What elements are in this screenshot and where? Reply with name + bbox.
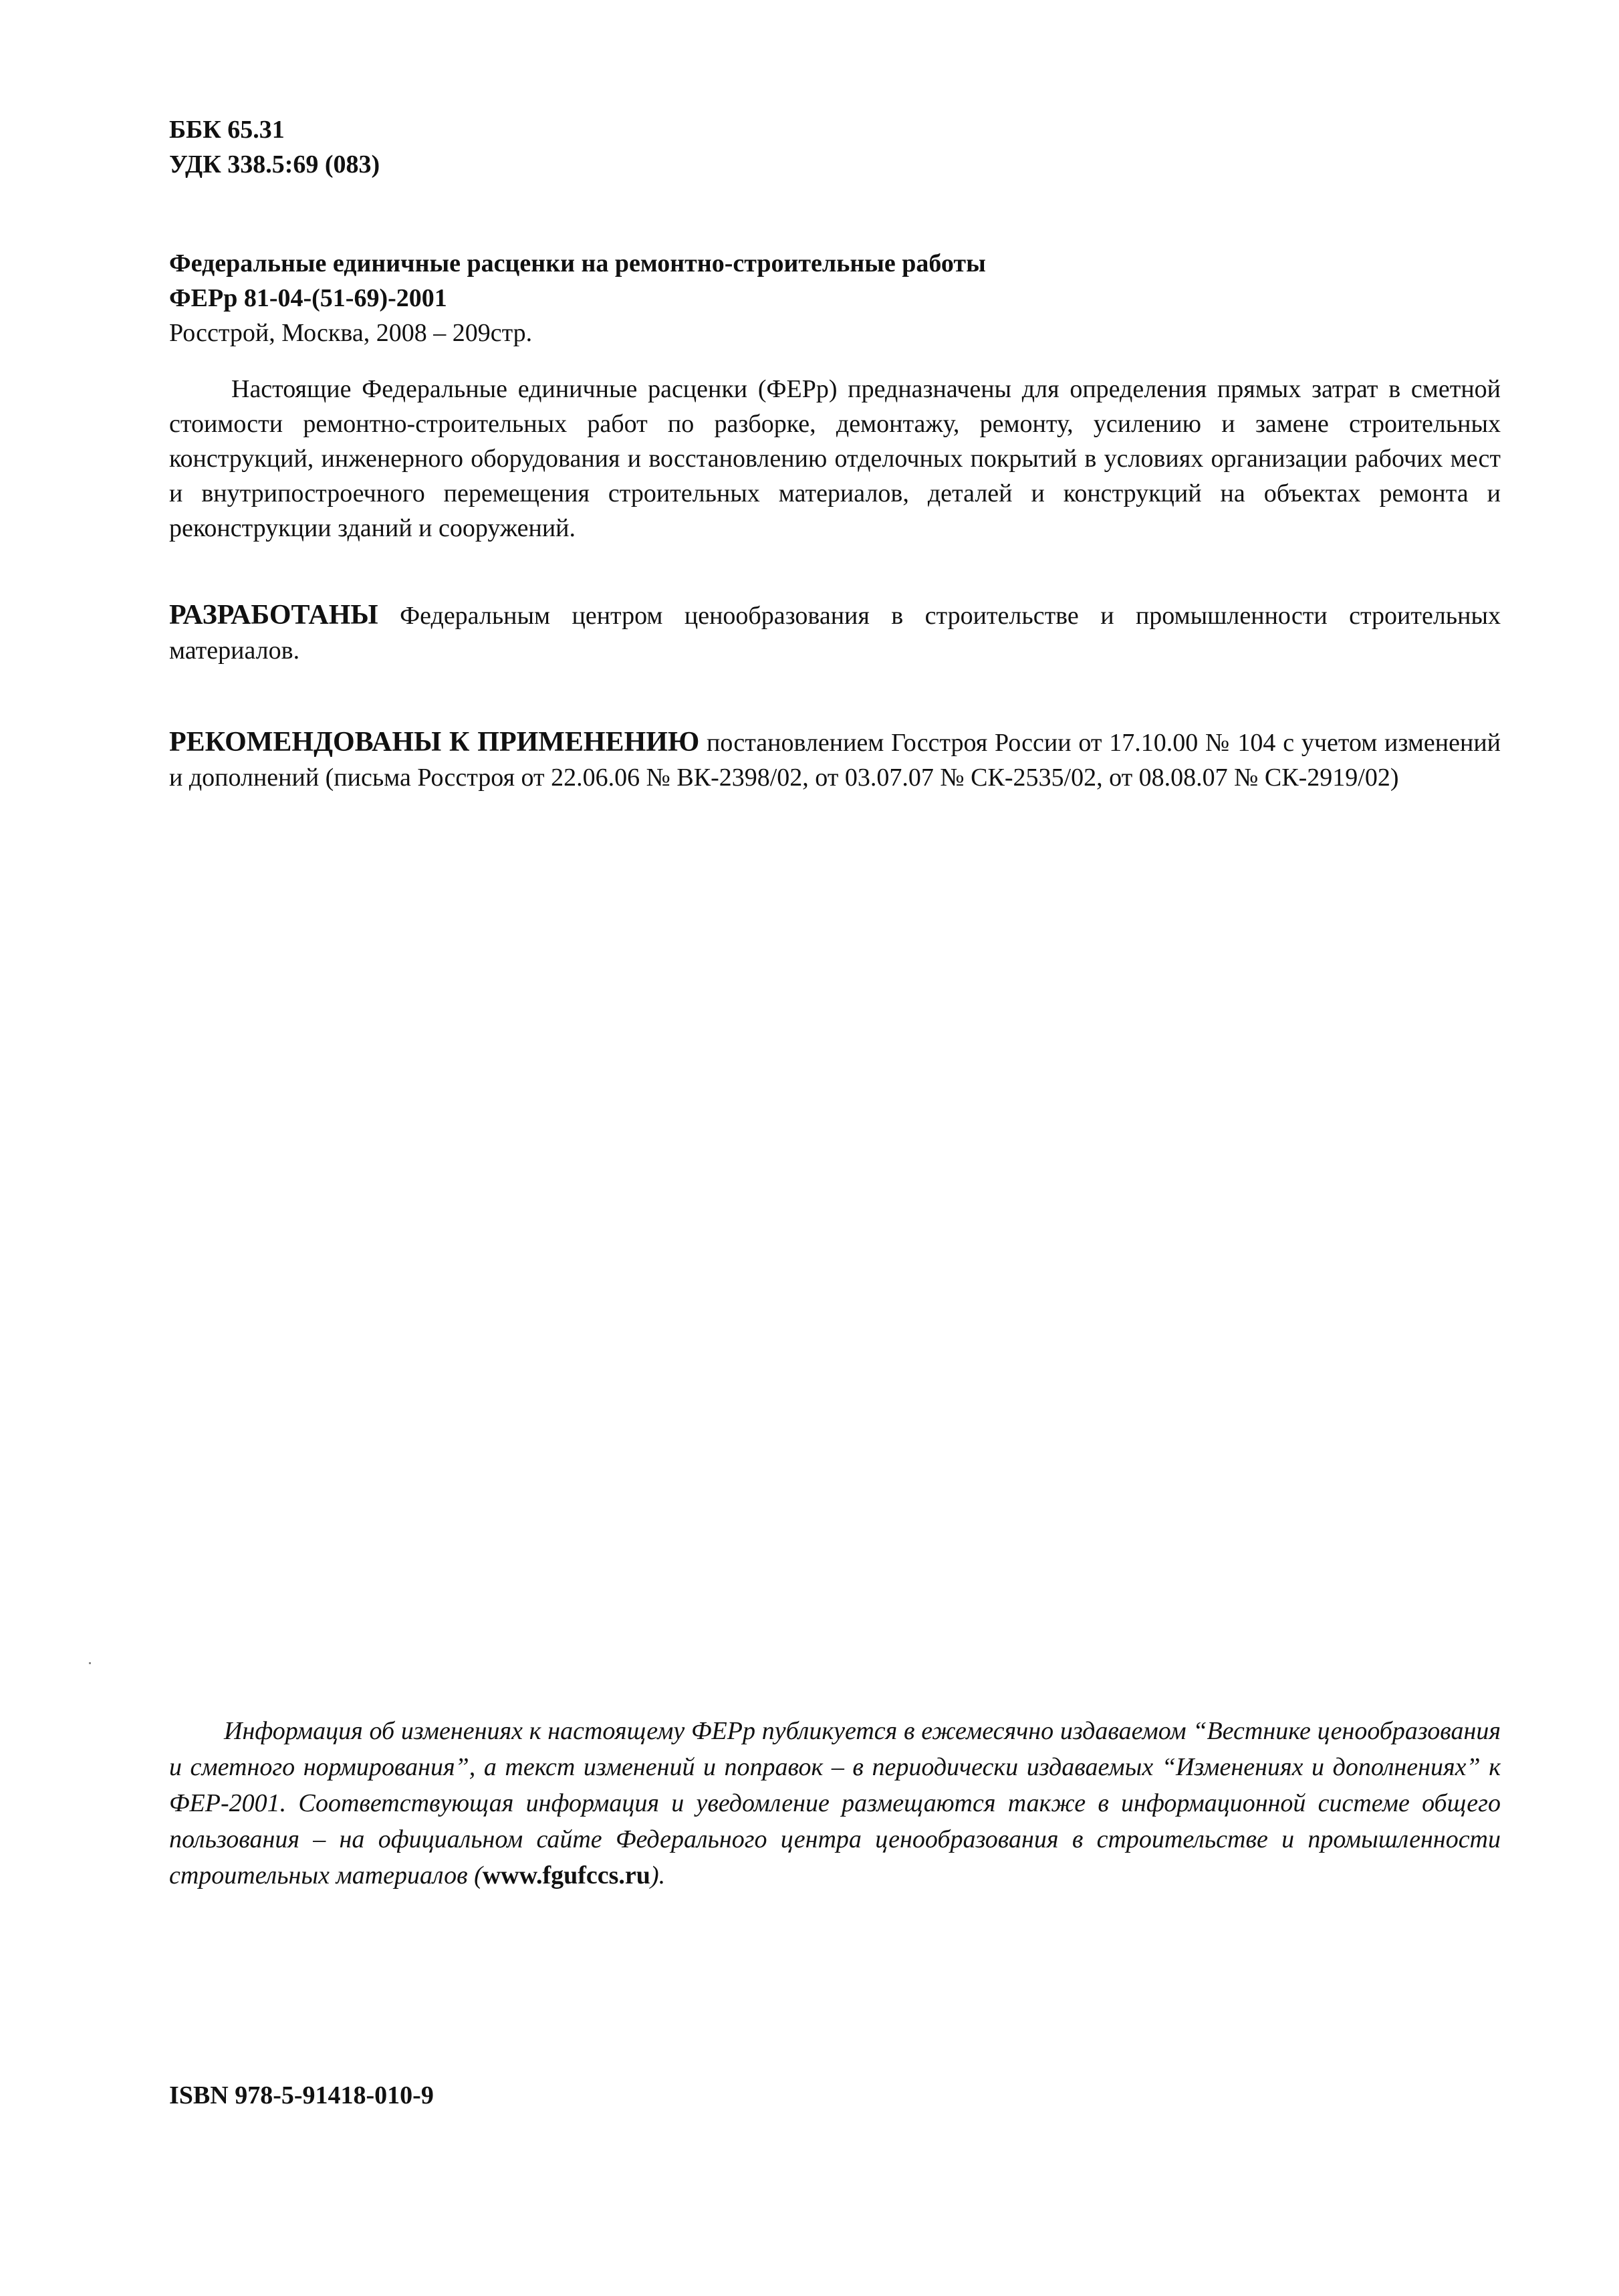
website-link[interactable]: www.fgufccs.ru <box>482 1861 650 1889</box>
developed-lead: РАЗРАБОТАНЫ <box>169 600 378 630</box>
publisher-line: Росстрой, Москва, 2008 – 209стр. <box>169 319 533 347</box>
intro-paragraph: Настоящие Федеральные единичные расценки (ФЕРр) предназначены для определения прямых затрат в сметной стоимости ремонтно-строительных работ по разборке, демонтажу, ремонту, усилению и замене строительных конструкций, инженерного оборудования и восстановлению отделочных покрытий в условиях организации рабочих мест и внутрипостроечного перемещения строительных материалов, деталей и конструкций на объектах ремонта и реконструкции зданий и сооружений. <box>169 375 1501 542</box>
recommended-paragraph <box>169 725 1501 795</box>
recommended-lead: РЕКОМЕНДОВАНЫ К ПРИМЕНЕНИЮ <box>169 727 700 758</box>
info-paragraph <box>169 1713 1501 1893</box>
developed-paragraph <box>169 598 1501 668</box>
info-tail: ). <box>650 1861 666 1889</box>
margin-mark <box>89 1662 91 1664</box>
classification-codes <box>169 112 380 182</box>
document-title: Федеральные единичные расценки на ремонтно-строительные работы <box>169 249 986 277</box>
developed-text: Федеральным центром ценообразования в строительстве и промышленности строительных материалов. <box>169 602 1501 665</box>
document-code: ФЕРр 81-04-(51-69)-2001 <box>169 284 447 312</box>
isbn: ISBN 978-5-91418-010-9 <box>169 2081 434 2109</box>
info-text: Информация об изменениях к настоящему ФЕРр публикуется в ежемесячно издаваемом “Вестнике ценообразования и сметного нормирования”, а текст изменений и поправок – в периодически издаваемых “Изменениях и дополнениях” к ФЕР-2001. Соответствующая информация и уведомление размещаются также в информационной системе общего пользования – на официальном сайте Федерального центра ценообразования в строительстве и промышленности строительных материалов ( <box>169 1717 1501 1889</box>
title-block <box>169 246 1439 350</box>
bbk-code: ББК 65.31 <box>169 116 285 144</box>
udk-code: УДК 338.5:69 (083) <box>169 150 380 179</box>
recommended-text: постановлением Госстроя России от 17.10.00 № 104 с учетом изменений и дополнений (письма Росстроя от 22.06.06 № ВК-2398/02, от 03.07.07 № СК-2535/02, от 08.08.07 № СК-2919/02) <box>169 729 1501 792</box>
